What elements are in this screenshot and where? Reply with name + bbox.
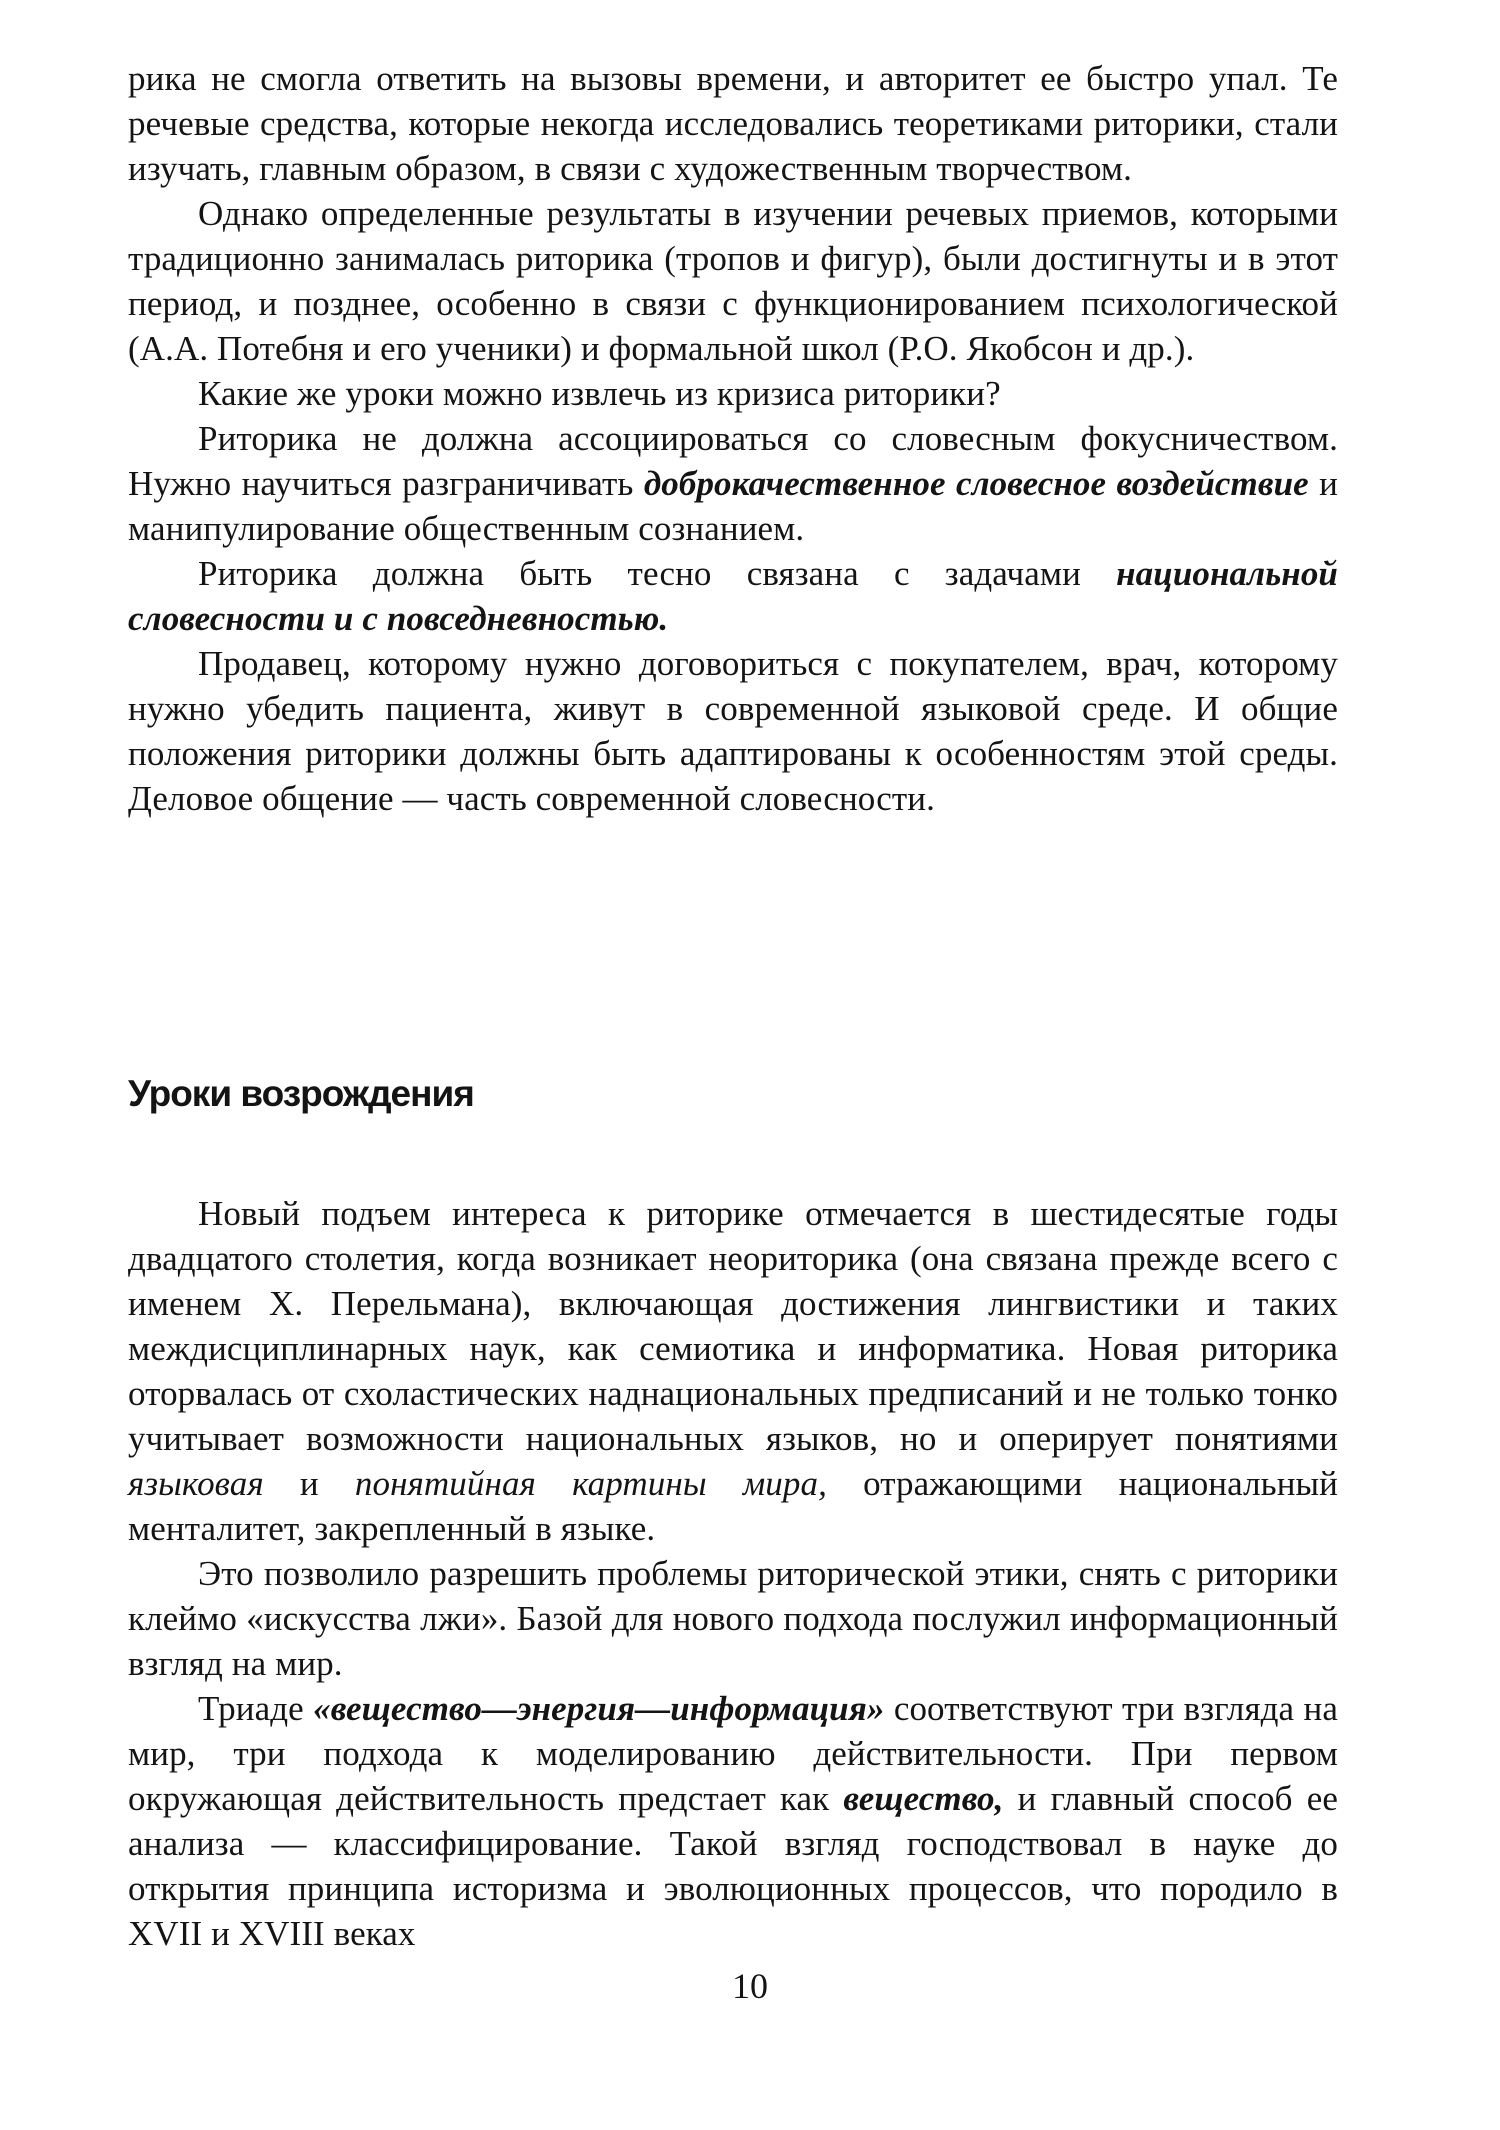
- text-run: Риторика не должна ассоциироваться со словесным фокусничеством. Нужно научиться разграничивать: [128, 419, 1338, 503]
- text-block-top: [128, 56, 1338, 821]
- paragraph: [128, 1551, 1338, 1686]
- paragraph: [128, 1686, 1338, 1956]
- text-run: Однако определенные результаты в изучении речевых приемов, которыми традиционно занималась риторика (тропов и фигур), были достигнуты и в этот период, и позднее, особенно в связи с функционированием психологической (А.А. Потебня и его ученики) и формальной школ (Р.О. Якобсон и др.).: [128, 194, 1338, 368]
- text-run: и главный способ ее анализа — классифицирование. Такой взгляд господствовал в науке до открытия принципа историзма и эволюционных процессов, что породило в XVII и XVIII веках: [128, 1779, 1338, 1953]
- text-run: и манипулирование общественным сознанием.: [128, 464, 1338, 548]
- text-run: Триаде: [198, 1689, 314, 1728]
- text-run: Какие же уроки можно извлечь из кризиса риторики?: [198, 374, 1001, 413]
- text-run: рика не смогла ответить на вызовы времени, и авторитет ее быстро упал. Те речевые средства, которые некогда исследовались теоретиками риторики, стали изучать, главным образом, в связи с художественным творчеством.: [128, 59, 1338, 188]
- text-run: и: [263, 1464, 355, 1503]
- text-run: Новый подъем интереса к риторике отмечается в шестидесятые годы двадцатого столетия, когда возникает неориторика (она связана прежде всего с именем Х. Перельмана), включающая достижения лингвистики и таких междисциплинарных наук, как семиотика и информатика. Новая риторика оторвалась от схоластических наднациональных предписаний и не только тонко учитывает возможности национальных языков, но и оперирует понятиями: [128, 1194, 1338, 1458]
- text-run: Это позволило разрешить проблемы риторической этики, снять с риторики клеймо «искусства лжи». Базой для нового подхода послужил информационный взгляд на мир.: [128, 1554, 1338, 1683]
- paragraph: [128, 1191, 1338, 1551]
- emphasis-text: вещество,: [843, 1779, 1004, 1818]
- paragraph: [128, 56, 1338, 191]
- emphasis-text: языковая: [128, 1464, 264, 1503]
- page-number: 10: [732, 1966, 768, 2006]
- paragraph: [128, 416, 1338, 551]
- text-run: Риторика должна быть тесно связана с задачами: [198, 554, 1117, 593]
- section-heading: Уроки возрождения: [128, 1073, 474, 1114]
- text-run: Продавец, которому нужно договориться с покупателем, врач, которому нужно убедить пациента, живут в современной языковой среде. И общие положения риторики должны быть адаптированы к особенностям этой среды. Деловое общение — часть современной словесности.: [128, 644, 1338, 818]
- emphasis-text: национальной словесности и с повседневностью.: [128, 554, 1338, 638]
- text-run: соответствуют три взгляда на мир, три подхода к моделированию действительности. При первом окружающая действительность предстает как: [128, 1689, 1338, 1818]
- text-run: отражающими национальный менталитет, закрепленный в языке.: [128, 1464, 1338, 1548]
- emphasis-text: «вещество—энергия—информация»: [313, 1689, 885, 1728]
- paragraph: [128, 191, 1338, 371]
- paragraph: [128, 641, 1338, 821]
- paragraph: [128, 371, 1338, 416]
- text-block-bottom: [128, 1191, 1338, 1956]
- emphasis-text: понятийная картины мира,: [354, 1464, 827, 1503]
- paragraph: [128, 551, 1338, 641]
- emphasis-text: доброкачественное словесное воздействие: [643, 464, 1309, 503]
